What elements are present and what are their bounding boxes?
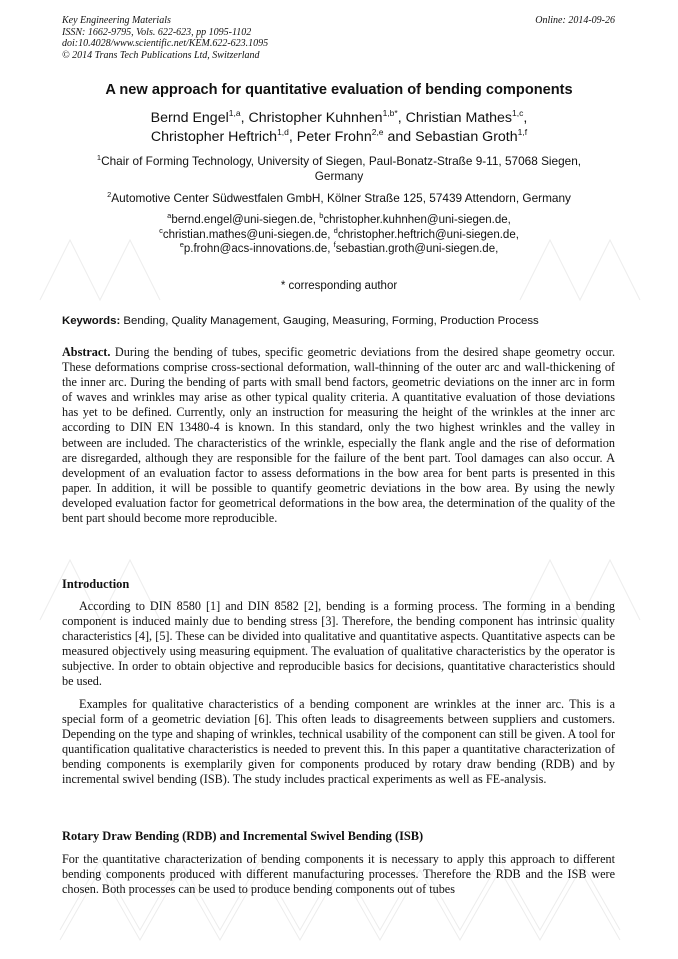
section-heading-introduction: Introduction xyxy=(62,577,130,591)
author-affil-mark: 1,f xyxy=(517,127,528,137)
author-affil-mark: 1,d xyxy=(277,127,289,137)
keywords-label: Keywords: xyxy=(62,315,121,327)
affiliation-number: 2 xyxy=(107,190,112,199)
affiliation-2 xyxy=(40,191,638,206)
email-address[interactable]: bernd.engel@uni-siegen.de, xyxy=(171,214,320,226)
affiliation-text: Automotive Center Südwestfalen GmbH, Kölner Straße 125, 57439 Attendorn, Germany xyxy=(111,191,571,205)
email-mark: f xyxy=(333,240,336,249)
author-name: Christian Mathes xyxy=(405,110,513,126)
author-separator: , xyxy=(523,110,528,126)
section-heading-rdb-isb: Rotary Draw Bending (RDB) and Incremental Swivel Bending (ISB) xyxy=(62,829,424,843)
abstract xyxy=(62,345,615,526)
paragraph: Examples for qualitative characteristics of a bending component are wrinkles at the inner arc. This is a special form of a geometric deviation [6]. This often leads to disagreements between suppliers and customers. Depending on the type and shaping of wrinkles, technical usability of the component can still be given. A tool for quantification qualitative characteristics is needed to prevent this. In this paper a quantitative characterization of bending components is exemplarily given for components produced by rotary draw bending (RDB) and by incremental swivel bending (ISB). The study includes practical experiments as well as FE-analysis. xyxy=(62,697,615,787)
email-address[interactable]: sebastian.groth@uni-siegen.de, xyxy=(335,243,499,255)
paragraph: For the quantitative characterization of bending components it is necessary to apply this approach to different bending components produced with different manufacturing processes. Therefore the RDB and the ISB were chosen. Both processes can be used to produce bending components out of tubes xyxy=(62,852,615,897)
author-separator: and xyxy=(383,129,416,145)
author-affil-mark: 1,c xyxy=(512,108,524,118)
email-list xyxy=(40,213,638,257)
email-address[interactable]: christopher.heftrich@uni-siegen.de, xyxy=(337,228,519,241)
journal-info xyxy=(62,15,268,61)
email-mark: e xyxy=(179,240,184,249)
issn-line: ISSN: 1662-9795, Vols. 622-623, pp 1095-1102 xyxy=(62,26,252,38)
affiliation-1 xyxy=(40,154,638,184)
journal-name: Key Engineering Materials xyxy=(62,15,171,26)
author-list xyxy=(40,109,638,147)
author-separator: , xyxy=(240,110,249,126)
author-affil-mark: 2,e xyxy=(371,127,384,137)
affiliation-text: Chair of Forming Technology, University of Siegen, Paul-Bonatz-Straße 9-11, 57068 Siegen, xyxy=(101,154,582,168)
email-address[interactable]: christian.mathes@uni-siegen.de, xyxy=(162,228,334,241)
copyright-line: © 2014 Trans Tech Publications Ltd, Switzerland xyxy=(62,49,260,61)
author-name: Christopher Heftrich xyxy=(150,129,278,145)
affiliation-text: Germany xyxy=(314,169,364,183)
email-mark: b xyxy=(319,211,324,220)
paper-title: A new approach for quantitative evaluation of bending components xyxy=(105,82,573,98)
author-affil-mark: 1,b* xyxy=(382,108,398,118)
paragraph: According to DIN 8580 [1] and DIN 8582 [2], bending is a forming process. The forming in a bending component is induced mainly due to bending stress [3]. Therefore, the bending component has intrinsic quality characteristics [4], [5]. These can be divided into qualitative and quantitative aspects. Quantitative aspects can be measured objectively using measuring equipment. The evaluation of qualitative characteristics by the operator is subjective. In order to obtain objective and reproducible basics for decisions, quantitative characteristics should be used. xyxy=(62,599,615,689)
keywords xyxy=(62,315,617,327)
email-mark: c xyxy=(159,225,163,235)
author-affil-mark: 1,a xyxy=(228,108,241,118)
author-name: Christopher Kuhnhen xyxy=(248,110,383,126)
email-address[interactable]: p.frohn@acs-innovations.de, xyxy=(183,243,334,255)
abstract-text: During the bending of tubes, specific geometric deviations from the desired shape geometry occur. These deformations comprise cross-sectional deformation, wall-thinning of the outer arc and wall-thickening of the inner arc. During the bending of parts with small bend factors, geometric deviations on the inner arc in form of waves and wrinkles may arise as other typical quality criteria. A quantitative evaluation of those deviations has yet to be defined. Currently, only an instruction for measuring the height of the wrinkles at the inner arc according to DIN EN 13480-4 is known. In this standard, only the two highest wrinkles and the valley in between are included. The characteristics of the wrinkle, especially the flank angle and the rise of deformation are disregarded, although they are responsible for the failure of the bent part. Tool damages can also occur. A development of an evaluation factor to assess deformations in the bow area for bent parts is presented in this paper. In addition, it will be possible to quantify geometric deviations in the bow area. By using the newly developed evaluation factor for geometrical deformations in the bow area, the determination of the quality of the bent part should become more reproducible. xyxy=(62,345,615,526)
online-date: Online: 2014-09-26 xyxy=(535,15,615,26)
abstract-label: Abstract. xyxy=(62,345,111,359)
author-separator: , xyxy=(397,110,406,126)
email-mark: a xyxy=(167,211,172,220)
author-name: Sebastian Groth xyxy=(415,129,518,145)
corresponding-note: * corresponding author xyxy=(280,280,398,292)
author-name: Peter Frohn xyxy=(296,129,372,145)
affiliation-number: 1 xyxy=(96,153,102,162)
author-separator: , xyxy=(288,129,297,145)
email-mark: d xyxy=(333,225,338,235)
doi-line: doi:10.4028/www.scientific.net/KEM.622-623.1095 xyxy=(62,38,269,49)
keywords-text: Bending, Quality Management, Gauging, Measuring, Forming, Production Process xyxy=(120,315,539,327)
author-name: Bernd Engel xyxy=(150,110,229,126)
email-address[interactable]: christopher.kuhnhen@uni-siegen.de, xyxy=(323,214,511,226)
